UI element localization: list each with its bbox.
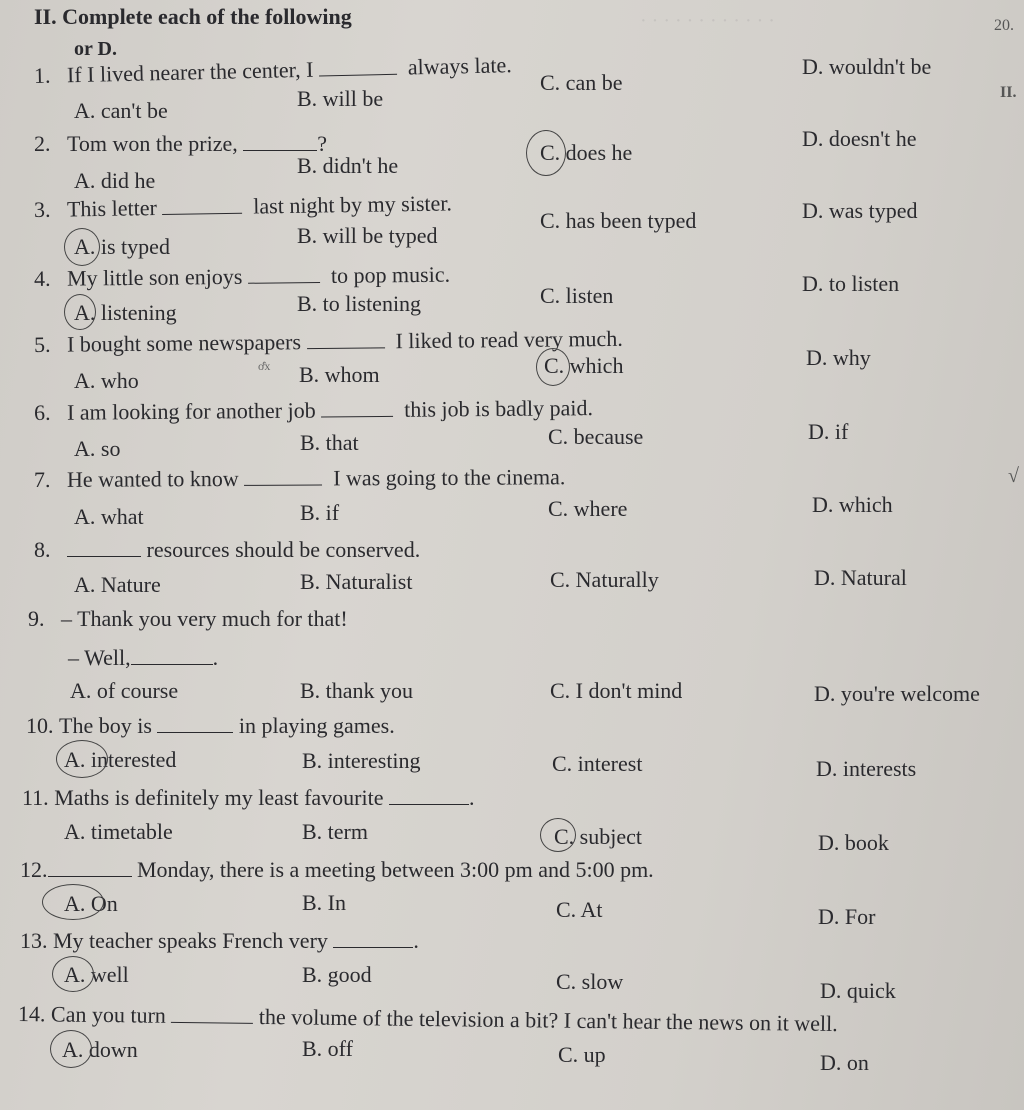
question-7-stem: 7. He wanted to know I was going to the cinema. bbox=[33, 464, 566, 492]
question-3-option-c[interactable]: C. has been typed bbox=[540, 208, 697, 233]
answer-blank[interactable] bbox=[131, 646, 213, 665]
answer-circle-q14 bbox=[50, 1030, 92, 1068]
answer-circle-q10 bbox=[56, 740, 108, 778]
answer-blank[interactable] bbox=[321, 398, 393, 418]
answer-blank[interactable] bbox=[244, 466, 322, 485]
question-8-option-a[interactable]: A. Nature bbox=[74, 572, 161, 597]
question-8-stem: 8. resources should be conserved. bbox=[34, 537, 421, 562]
question-7-option-a[interactable]: A. what bbox=[74, 504, 144, 529]
answer-circle-q3 bbox=[64, 228, 100, 266]
question-11-option-a[interactable]: A. timetable bbox=[64, 819, 173, 844]
question-7-option-b[interactable]: B. if bbox=[300, 500, 340, 525]
answer-circle-q4 bbox=[64, 294, 96, 330]
answer-blank[interactable] bbox=[162, 195, 242, 215]
answer-circle-q2 bbox=[526, 130, 566, 176]
answer-circle-q11 bbox=[540, 818, 576, 852]
answer-circle-q12 bbox=[42, 884, 104, 920]
answer-blank[interactable] bbox=[333, 929, 413, 948]
answer-blank[interactable] bbox=[48, 858, 132, 877]
question-11-option-b[interactable]: B. term bbox=[302, 819, 368, 844]
question-6-option-a[interactable]: A. so bbox=[74, 436, 121, 461]
question-14-stem: 14. Can you turn the volume of the television a bit? I can't hear the news on it well. bbox=[17, 1001, 838, 1037]
question-10-stem: 10. The boy is in playing games. bbox=[26, 713, 395, 738]
question-10-option-b[interactable]: B. interesting bbox=[302, 748, 421, 773]
question-13-option-a[interactable]: A. well bbox=[64, 962, 129, 987]
question-8-option-b[interactable]: B. Naturalist bbox=[300, 569, 413, 594]
question-12-option-d[interactable]: D. For bbox=[818, 904, 876, 929]
question-1-option-a[interactable]: A. can't be bbox=[74, 98, 168, 123]
check-mark: √ bbox=[1008, 465, 1019, 487]
question-4-option-c[interactable]: C. listen bbox=[540, 283, 614, 308]
answer-blank[interactable] bbox=[389, 786, 469, 805]
question-12-option-a[interactable]: A. On bbox=[64, 891, 118, 916]
question-2-option-c[interactable]: C. does he bbox=[540, 140, 633, 165]
question-14-option-a[interactable]: A. down bbox=[62, 1037, 138, 1062]
corner-number: 20. bbox=[994, 17, 1014, 34]
question-10-option-c[interactable]: C. interest bbox=[552, 751, 643, 776]
question-13-option-c[interactable]: C. slow bbox=[556, 969, 624, 994]
corner-roman: II. bbox=[1000, 84, 1017, 101]
bleed-through-text: · · · · · · · · · · · · bbox=[640, 10, 775, 32]
handwritten-note: ơ̂x bbox=[258, 359, 271, 373]
question-1-option-b[interactable]: B. will be bbox=[297, 86, 384, 111]
question-11-stem: 11. Maths is definitely my least favourite . bbox=[22, 785, 475, 810]
question-11-option-c[interactable]: C. subject bbox=[554, 824, 642, 849]
question-4-option-b[interactable]: B. to listening bbox=[297, 291, 422, 316]
question-13-option-d[interactable]: D. quick bbox=[820, 978, 896, 1003]
question-1-option-d[interactable]: D. wouldn't be bbox=[802, 54, 932, 79]
question-3-stem: 3. This letter last night by my sister. bbox=[33, 190, 453, 222]
question-6-option-c[interactable]: C. because bbox=[548, 424, 644, 449]
question-14-option-c[interactable]: C. up bbox=[558, 1042, 606, 1067]
answer-blank[interactable] bbox=[248, 264, 320, 284]
question-5-option-d[interactable]: D. why bbox=[806, 345, 871, 370]
question-11-option-d[interactable]: D. book bbox=[818, 830, 889, 855]
question-14-option-d[interactable]: D. on bbox=[820, 1050, 869, 1075]
question-1-stem: 1. If I lived nearer the center, I always late. bbox=[33, 52, 512, 88]
answer-circle-q5 bbox=[536, 348, 570, 386]
answer-circle-q13 bbox=[52, 956, 94, 992]
question-12-stem: 12. Monday, there is a meeting between 3:00 pm and 5:00 pm. bbox=[20, 857, 654, 882]
question-10-option-a[interactable]: A. interested bbox=[64, 747, 177, 772]
answer-blank[interactable] bbox=[67, 538, 141, 557]
question-14-option-b[interactable]: B. off bbox=[302, 1036, 353, 1061]
question-7-option-d[interactable]: D. which bbox=[812, 492, 893, 517]
question-4-stem: 4. My little son enjoys to pop music. bbox=[33, 261, 451, 291]
question-6-stem: 6. I am looking for another job this job is badly paid. bbox=[33, 395, 594, 425]
question-9-option-d[interactable]: D. you're welcome bbox=[814, 681, 980, 706]
answer-blank[interactable] bbox=[319, 56, 397, 77]
question-9-option-c[interactable]: C. I don't mind bbox=[550, 678, 683, 703]
question-7-option-c[interactable]: C. where bbox=[548, 496, 628, 521]
question-5-option-a[interactable]: A. who bbox=[74, 368, 139, 393]
question-9-option-a[interactable]: A. of course bbox=[70, 678, 179, 703]
question-13-stem: 13. My teacher speaks French very . bbox=[20, 928, 419, 953]
question-2-option-d[interactable]: D. doesn't he bbox=[802, 126, 917, 151]
question-9-stem: 9. – Thank you very much for that! bbox=[28, 606, 348, 631]
question-13-option-b[interactable]: B. good bbox=[302, 962, 372, 987]
question-9-reply: – Well, . bbox=[68, 645, 219, 670]
answer-blank[interactable] bbox=[306, 329, 384, 349]
section-title-continued: or D. bbox=[74, 38, 117, 60]
question-4-option-a[interactable]: A. listening bbox=[74, 300, 177, 325]
question-8-option-c[interactable]: C. Naturally bbox=[550, 567, 659, 592]
question-12-option-c[interactable]: C. At bbox=[556, 897, 603, 922]
question-4-option-d[interactable]: D. to listen bbox=[802, 271, 900, 296]
question-8-option-d[interactable]: D. Natural bbox=[814, 565, 907, 590]
question-3-option-a[interactable]: A. is typed bbox=[74, 234, 170, 259]
question-9-option-b[interactable]: B. thank you bbox=[300, 678, 414, 703]
question-5-stem: 5. I bought some newspapers I liked to read very much. bbox=[33, 325, 623, 357]
question-5-option-b[interactable]: B. whom bbox=[299, 362, 380, 387]
question-12-option-b[interactable]: B. In bbox=[302, 890, 346, 915]
question-3-option-b[interactable]: B. will be typed bbox=[297, 223, 438, 248]
question-2-option-b[interactable]: B. didn't he bbox=[297, 153, 399, 178]
section-title: II. Complete each of the following bbox=[34, 4, 352, 29]
question-1-option-c[interactable]: C. can be bbox=[540, 70, 623, 95]
answer-blank[interactable] bbox=[171, 1004, 253, 1024]
answer-blank[interactable] bbox=[157, 714, 233, 733]
question-2-option-a[interactable]: A. did he bbox=[74, 168, 156, 193]
question-5-option-c[interactable]: C. which bbox=[544, 353, 624, 378]
question-6-option-d[interactable]: D. if bbox=[808, 419, 849, 444]
answer-blank[interactable] bbox=[243, 132, 317, 151]
question-10-option-d[interactable]: D. interests bbox=[816, 756, 917, 781]
question-3-option-d[interactable]: D. was typed bbox=[802, 198, 918, 223]
question-6-option-b[interactable]: B. that bbox=[300, 430, 359, 455]
question-2-stem: 2. Tom won the prize, ? bbox=[34, 131, 328, 156]
